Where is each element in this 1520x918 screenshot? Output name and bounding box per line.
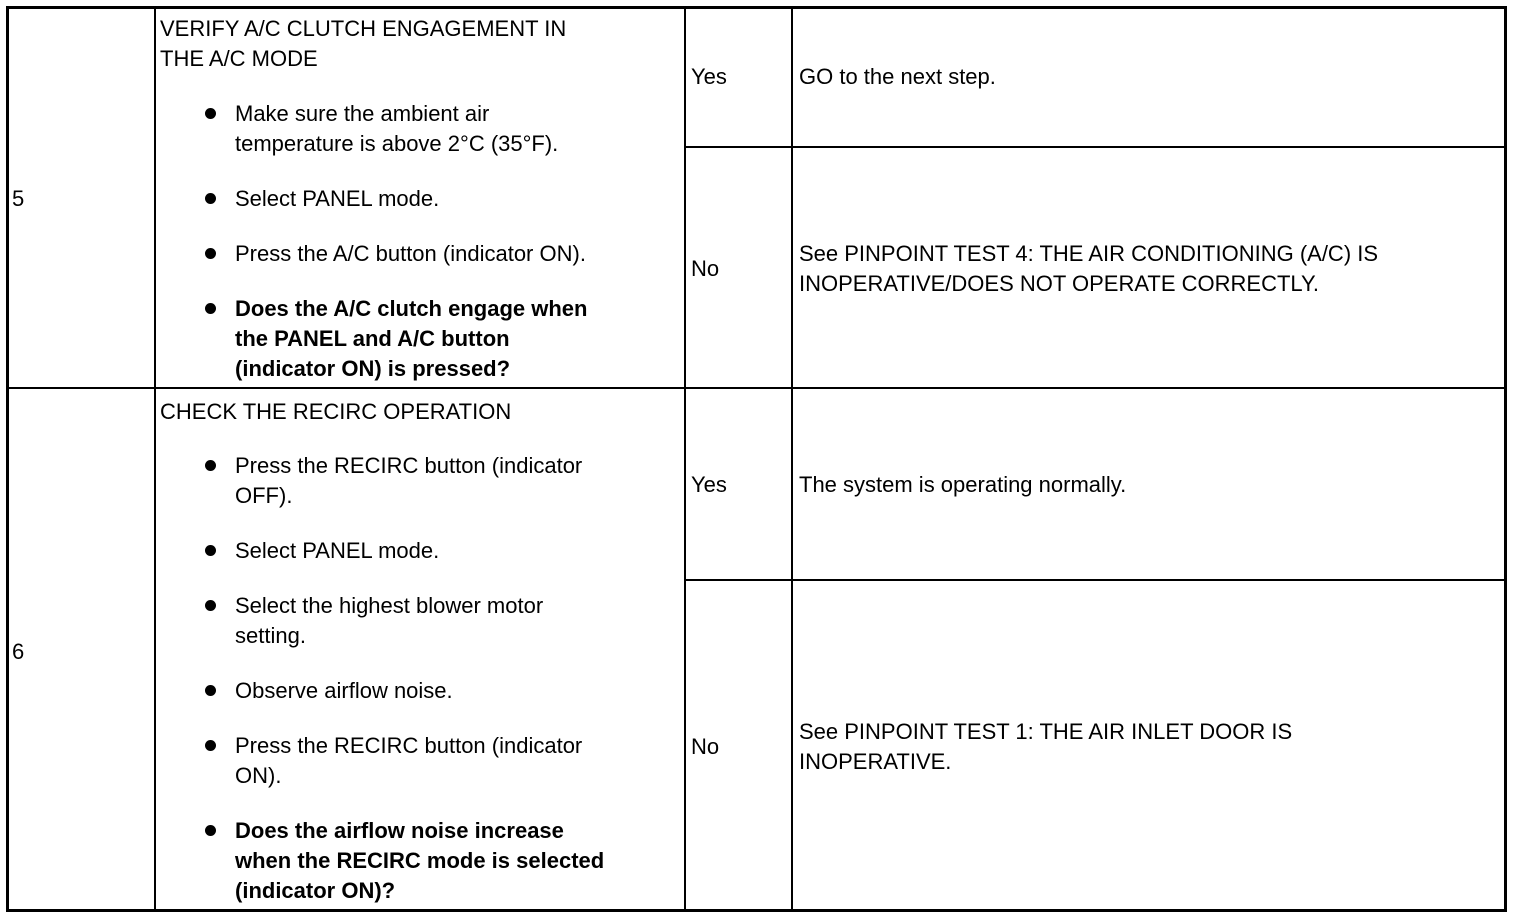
instruction-line: ON).: [235, 763, 282, 788]
step-number: 5: [12, 186, 25, 211]
no-label: No: [691, 256, 720, 281]
instruction-line: Select PANEL mode.: [235, 538, 440, 563]
instruction-line: Select PANEL mode.: [235, 186, 440, 211]
step-number: 6: [12, 639, 25, 664]
bullet-icon: [205, 193, 216, 204]
question-line: Does the A/C clutch engage when: [235, 296, 588, 321]
test-title-line: VERIFY A/C CLUTCH ENGAGEMENT IN: [160, 16, 567, 41]
instruction-line: OFF).: [235, 483, 293, 508]
instruction-line: Observe airflow noise.: [235, 678, 453, 703]
bullet-icon: [205, 545, 216, 556]
yes-no-divider-row5: [684, 146, 1507, 148]
question-line: the PANEL and A/C button: [235, 326, 510, 351]
no-action-line: See PINPOINT TEST 1: THE AIR INLET DOOR IS: [799, 719, 1293, 744]
instruction-line: Select the highest blower motor: [235, 593, 544, 618]
question-line: (indicator ON) is pressed?: [235, 356, 511, 381]
bullet-icon: [205, 248, 216, 259]
row-divider: [6, 387, 1507, 389]
no-action-line: INOPERATIVE.: [799, 749, 952, 774]
column-divider-action: [684, 6, 686, 912]
instruction-line: Press the RECIRC button (indicator: [235, 453, 583, 478]
question-line: Does the airflow noise increase: [235, 818, 564, 843]
no-action-line: See PINPOINT TEST 4: THE AIR CONDITIONING (A/C) IS: [799, 241, 1379, 266]
bullet-icon: [205, 303, 216, 314]
test-title-line: THE A/C MODE: [160, 46, 318, 71]
instruction-line: Press the A/C button (indicator ON).: [235, 241, 586, 266]
yes-action: GO to the next step.: [799, 64, 996, 89]
test-title-line: CHECK THE RECIRC OPERATION: [160, 399, 512, 424]
bullet-icon: [205, 685, 216, 696]
bullet-icon: [205, 825, 216, 836]
yes-label: Yes: [691, 472, 727, 497]
column-divider-step: [154, 6, 156, 912]
instruction-line: setting.: [235, 623, 306, 648]
bullet-icon: [205, 108, 216, 119]
question-line: when the RECIRC mode is selected: [235, 848, 605, 873]
yes-action: The system is operating normally.: [799, 472, 1127, 497]
yes-label: Yes: [691, 64, 727, 89]
bullet-icon: [205, 460, 216, 471]
instruction-line: Press the RECIRC button (indicator: [235, 733, 583, 758]
diagnostic-table: [6, 6, 1507, 912]
instruction-line: temperature is above 2°C (35°F).: [235, 131, 559, 156]
column-divider-result: [791, 6, 793, 912]
question-line: (indicator ON)?: [235, 878, 396, 903]
no-action-line: INOPERATIVE/DOES NOT OPERATE CORRECTLY.: [799, 271, 1319, 296]
instruction-line: Make sure the ambient air: [235, 101, 490, 126]
bullet-icon: [205, 600, 216, 611]
bullet-icon: [205, 740, 216, 751]
no-label: No: [691, 734, 720, 759]
yes-no-divider-row6: [684, 579, 1507, 581]
